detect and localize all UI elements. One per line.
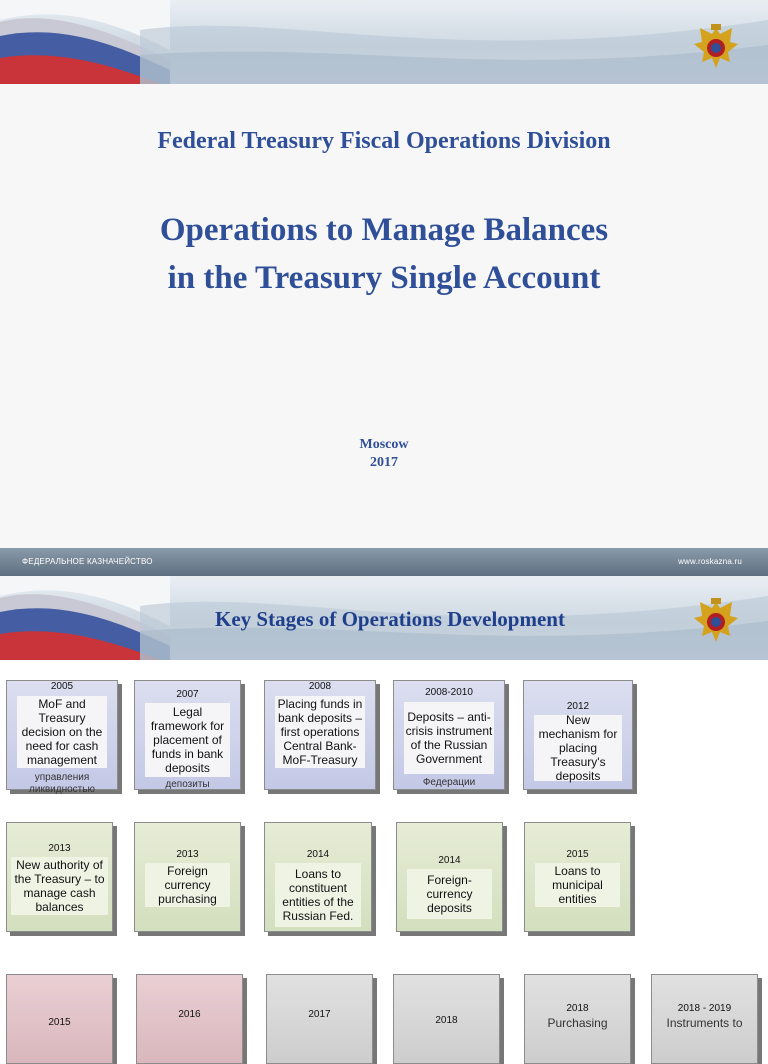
year-label: 2017: [370, 455, 398, 470]
stage-year: 2005: [50, 681, 74, 692]
stage-subtext: депозиты: [165, 779, 210, 790]
location-date: [0, 436, 768, 472]
stage-year: 2007: [176, 689, 199, 700]
stage-text: Loans to municipal entities: [535, 863, 620, 907]
stage-card: [6, 680, 118, 795]
title-line-1: Operations to Manage Balances: [159, 212, 609, 248]
stage-card: [393, 974, 500, 1064]
stage-year: 2013: [48, 843, 71, 854]
double-headed-eagle-icon: [690, 22, 742, 74]
division-title: Federal Treasury Fiscal Operations Division: [157, 128, 611, 154]
city-label: Moscow: [359, 437, 409, 452]
stage-card: [524, 822, 631, 932]
stage-card: [523, 680, 633, 790]
stage-text: Legal framework for placement of funds in bank deposits: [145, 703, 230, 777]
stage-card: [136, 974, 243, 1064]
stage-card: [134, 822, 241, 932]
header-banner: [0, 0, 768, 84]
stage-text: MoF and Treasury decision on the need for cash management: [17, 696, 107, 768]
slide2-title: Key Stages of Operations Development: [215, 607, 565, 631]
stage-card: [264, 822, 372, 932]
stage-year: 2008: [308, 681, 332, 692]
banner-wave-decoration: [140, 0, 768, 84]
footer-website-link[interactable]: www.roskazna.ru: [678, 557, 742, 566]
stage-text: Foreign currency purchasing: [145, 863, 230, 907]
stage-text: Placing funds in bank deposits – first operations Central Bank-MoF-Treasury: [275, 696, 365, 768]
stage-year: 2013: [176, 849, 199, 860]
presentation-title: [0, 206, 768, 302]
stage-year: 2014: [306, 849, 330, 860]
stage-text: New mechanism for placing Treasury's deposits: [534, 715, 622, 781]
stage-card: [134, 680, 241, 790]
stage-text: Purchasing: [547, 1016, 608, 1030]
stage-text: Loans to constituent entities of the Russian Fed.: [275, 863, 361, 927]
stage-year: 2018: [566, 1003, 589, 1014]
stage-subtext: управления ликвидностью: [29, 772, 95, 795]
stage-year: 2015: [566, 849, 589, 860]
footer-strip: [0, 548, 768, 576]
title-line-2: in the Treasury Single Account: [167, 260, 601, 296]
stages-grid: [0, 660, 768, 1030]
footer-org-name: ФЕДЕРАЛЬНОЕ КАЗНАЧЕЙСТВО: [22, 557, 153, 566]
stage-year: 2015: [48, 1017, 71, 1028]
stage-year: 2018 - 2019: [677, 1003, 732, 1014]
stage-year: 2008-2010: [425, 687, 473, 698]
stage-card: [266, 974, 373, 1064]
stage-card: [393, 680, 505, 790]
stage-text: Deposits – anti-crisis instrument of the Russian Government: [404, 702, 494, 774]
stage-text: Foreign-currency deposits: [407, 869, 492, 919]
stage-year: 2012: [566, 701, 590, 712]
stage-year: 2016: [178, 1009, 201, 1020]
stage-text: Instruments to: [666, 1016, 743, 1030]
stage-card: [651, 974, 758, 1064]
stage-card: [264, 680, 376, 790]
stage-card: [524, 974, 631, 1064]
stage-card: [6, 974, 113, 1064]
stage-year: 2018: [435, 1015, 458, 1026]
stage-subtext: Федерации: [422, 777, 476, 788]
stage-card: [396, 822, 503, 932]
stage-year: 2014: [438, 855, 461, 866]
stage-text: New authority of the Treasury – to manage cash balances: [11, 857, 108, 915]
stage-card: [6, 822, 113, 932]
stage-year: 2017: [308, 1009, 331, 1020]
